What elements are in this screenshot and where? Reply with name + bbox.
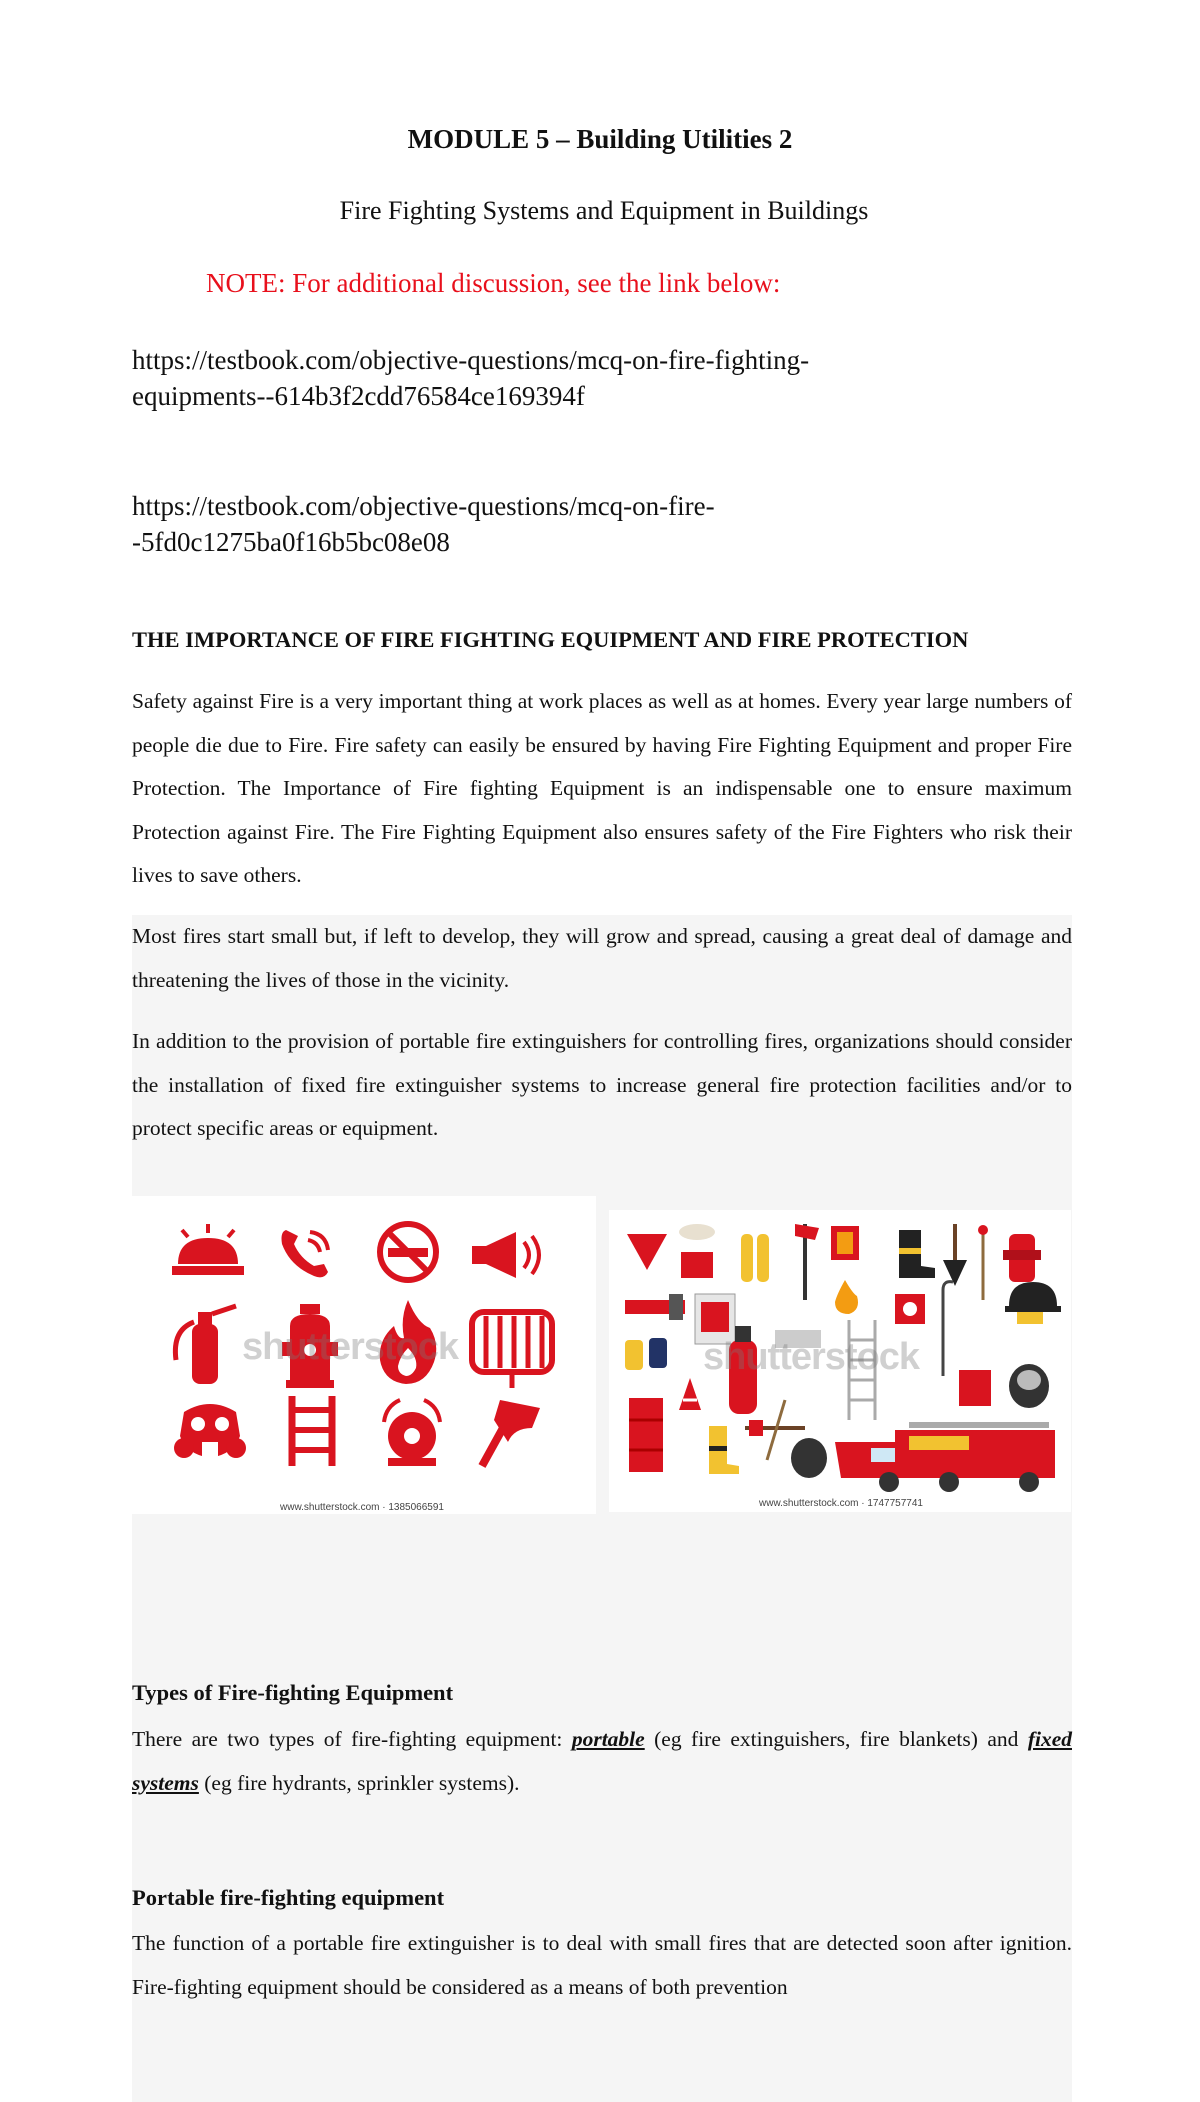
traffic-cone-icon xyxy=(679,1378,701,1410)
alarm-box-icon xyxy=(681,1252,713,1278)
types-text: There are two types of fire-fighting equipment: xyxy=(132,1727,572,1751)
bell-icon xyxy=(384,1400,440,1466)
portable-heading: Portable fire-fighting equipment xyxy=(132,1885,445,1910)
fire-truck-icon xyxy=(865,1422,1055,1492)
helmet-icon xyxy=(1009,1282,1057,1306)
paragraph-importance: Safety against Fire is a very important thing at work places as well as at homes. Every year large numbers of people die due to Fire. Fire safety can easily be ensured by having Fire Fighting Equipment and proper Fire Protection. The Importance of Fire fighting Equipment is an indispensable one to ensure maximum Protection against Fire. The Fire Fighting Equipment also ensures safety of the Fire Fighters who risk their lives to save others. xyxy=(132,689,1072,887)
subtitle-text: Fire Fighting Systems and Equipment in Buildings xyxy=(339,196,869,225)
types-text: (eg fire hydrants, sprinkler systems). xyxy=(198,1770,520,1795)
fixed-systems-term: fixed systems xyxy=(132,1727,1072,1795)
alarm-light-icon xyxy=(172,1224,244,1275)
portable-term: portable xyxy=(571,1727,645,1751)
types-paragraph xyxy=(132,1718,1072,1805)
respirator-icon xyxy=(791,1438,827,1478)
fire-bucket-icon xyxy=(627,1234,667,1270)
watermark: shutterstock xyxy=(242,1326,459,1368)
section-heading: THE IMPORTANCE OF FIRE FIGHTING EQUIPMENT AND FIRE PROTECTION xyxy=(132,627,969,652)
flame-icon xyxy=(835,1280,858,1314)
cabinet-icon xyxy=(959,1370,991,1406)
types-text: (eg fire extinguishers, fire blankets) and xyxy=(644,1727,1028,1751)
fire-icons-image xyxy=(132,1196,596,1514)
extinguisher-icon xyxy=(175,1306,236,1384)
paragraph-fixed-systems: In addition to the provision of portable fire extinguishers for controlling fires, organizations should consider the installation of fixed fire extinguisher systems to increase general fire protection facilities and/or to protect specific areas or equipment. xyxy=(132,1029,1072,1140)
paragraph-small-fires: Most fires start small but, if left to develop, they will grow and spread, causing a great deal of damage and threatening the lives of those in the vicinity. xyxy=(132,924,1072,992)
watermark: shutterstock xyxy=(703,1336,920,1378)
gloves-icon xyxy=(625,1340,643,1370)
reference-link-1[interactable]: https://testbook.com/objective-questions/mcq-on-fire-fighting-equipments--614b3f2cdd76584ce169394f xyxy=(132,345,810,411)
types-heading: Types of Fire-fighting Equipment xyxy=(132,1680,454,1705)
document-title: MODULE 5 – Building Utilities 2 xyxy=(407,124,793,154)
axe-icon xyxy=(482,1400,540,1466)
smoke-detector-icon xyxy=(679,1224,715,1240)
note-text: NOTE: For additional discussion, see the link below: xyxy=(206,268,781,298)
oxygen-tank-icon xyxy=(741,1234,753,1282)
image-caption: www.shutterstock.com · 1747757741 xyxy=(759,1498,923,1509)
reference-link-2[interactable]: https://testbook.com/objective-questions/mcq-on-fire--5fd0c1275ba0f16b5bc08e08 xyxy=(132,491,715,557)
hose-reel-icon xyxy=(472,1312,552,1388)
fire-hook-icon xyxy=(943,1282,953,1376)
phone-icon xyxy=(282,1230,329,1277)
document-subtitle xyxy=(0,196,1200,226)
gas-mask-icon xyxy=(174,1404,246,1460)
image-caption: www.shutterstock.com · 1385066591 xyxy=(280,1502,444,1513)
megaphone-icon xyxy=(472,1232,539,1278)
barrel-icon xyxy=(629,1398,663,1472)
portable-paragraph: The function of a portable fire extinguisher is to deal with small fires that are detected soon after ignition. Fire-fighting equipment should be considered as a means of both prevention xyxy=(132,1931,1072,1999)
ladder-icon xyxy=(292,1396,332,1466)
fire-equipment-image xyxy=(609,1210,1071,1512)
no-smoking-icon xyxy=(380,1224,436,1280)
